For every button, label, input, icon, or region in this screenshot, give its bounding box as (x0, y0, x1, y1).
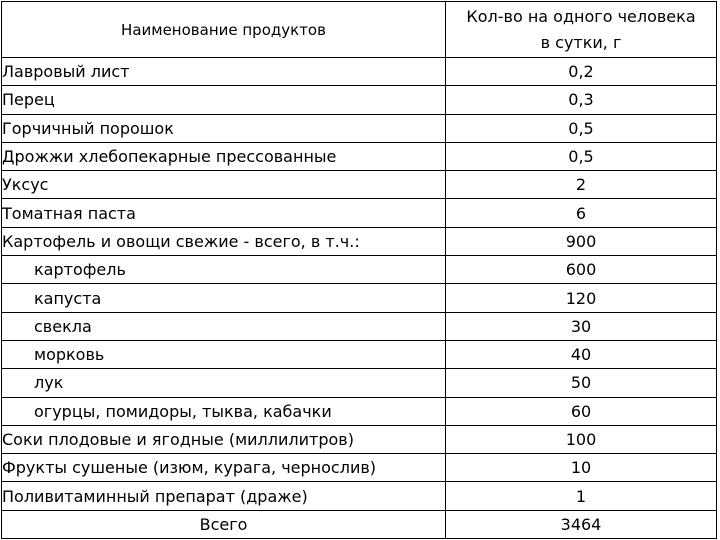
quantity-cell: 6 (446, 199, 717, 227)
product-name-cell: свекла (2, 312, 446, 340)
table-row (2, 256, 717, 284)
table-row (2, 58, 717, 86)
product-name-cell: Лавровый лист (2, 58, 446, 86)
product-name-cell: Томатная паста (2, 199, 446, 227)
total-label-cell: Всего (2, 510, 446, 538)
table-row (2, 142, 717, 170)
product-name-cell: Фрукты сушеные (изюм, курага, чернослив) (2, 454, 446, 482)
table-row (2, 171, 717, 199)
quantity-cell: 2 (446, 171, 717, 199)
table-row (2, 199, 717, 227)
product-name-cell: Картофель и овощи свежие - всего, в т.ч.: (2, 227, 446, 255)
table-row (2, 312, 717, 340)
column-header-product-name: Наименование продуктов (2, 2, 446, 58)
quantity-cell: 600 (446, 256, 717, 284)
quantity-cell: 60 (446, 397, 717, 425)
product-name-cell: Поливитаминный препарат (драже) (2, 482, 446, 510)
quantity-cell: 0,2 (446, 58, 717, 86)
product-name-cell: Дрожжи хлебопекарные прессованные (2, 142, 446, 170)
column-header-quantity (446, 2, 717, 58)
table-row (2, 114, 717, 142)
table-header-row (2, 2, 717, 58)
product-name-cell: лук (2, 369, 446, 397)
table-row (2, 369, 717, 397)
product-name-cell: Уксус (2, 171, 446, 199)
quantity-cell: 0,5 (446, 142, 717, 170)
product-name-cell: капуста (2, 284, 446, 312)
table-row (2, 482, 717, 510)
product-name-cell: Перец (2, 86, 446, 114)
quantity-cell: 30 (446, 312, 717, 340)
table-total-row (2, 510, 717, 538)
product-name-cell: Горчичный порошок (2, 114, 446, 142)
table-row (2, 227, 717, 255)
quantity-cell: 120 (446, 284, 717, 312)
table-row (2, 425, 717, 453)
column-header-quantity-line-1: Кол-во на одного человека (466, 6, 696, 26)
quantity-cell: 1 (446, 482, 717, 510)
table-row (2, 86, 717, 114)
product-name-cell: Соки плодовые и ягодные (миллилитров) (2, 425, 446, 453)
table-row (2, 454, 717, 482)
quantity-cell: 0,3 (446, 86, 717, 114)
product-name-cell: картофель (2, 256, 446, 284)
product-name-cell: огурцы, помидоры, тыква, кабачки (2, 397, 446, 425)
quantity-cell: 50 (446, 369, 717, 397)
product-name-cell: морковь (2, 340, 446, 368)
table-row (2, 284, 717, 312)
total-quantity-cell: 3464 (446, 510, 717, 538)
table-row (2, 397, 717, 425)
quantity-cell: 900 (446, 227, 717, 255)
quantity-cell: 40 (446, 340, 717, 368)
quantity-cell: 100 (446, 425, 717, 453)
quantity-cell: 0,5 (446, 114, 717, 142)
column-header-quantity-line-2: в сутки, г (540, 32, 622, 52)
quantity-cell: 10 (446, 454, 717, 482)
table-row (2, 340, 717, 368)
product-norms-table (1, 1, 717, 539)
